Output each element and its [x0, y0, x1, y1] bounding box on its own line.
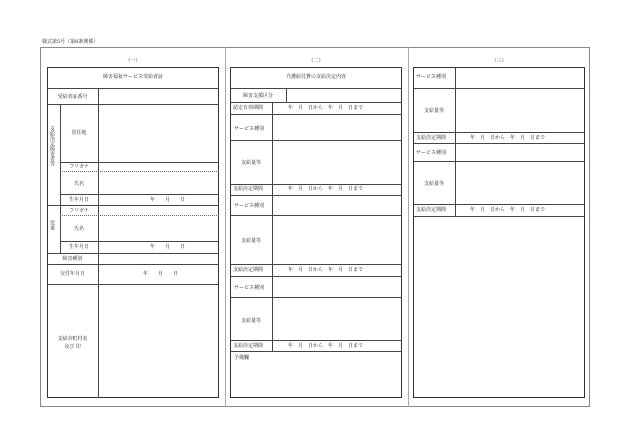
section-1-marker: （一） [125, 58, 141, 64]
municipality-seal-field[interactable] [99, 285, 218, 397]
s3-block1-amount-label: 支給量等 [423, 108, 444, 114]
s2-block3-amount-label: 支給量等 [240, 318, 261, 324]
furigana-label: フリガナ [69, 164, 89, 170]
child-name-label: 氏名 [73, 226, 84, 232]
s3-block1-service-field[interactable] [456, 68, 584, 87]
s3-block1-service-label: サービス種別 [416, 74, 447, 80]
section-1-title: 障害福祉サービス受給者証 [102, 74, 163, 80]
s2-block1-period-label: 支給決定期間 [233, 186, 264, 192]
form-number: 様式第5号（第6条関係） [42, 39, 99, 45]
municipality-label-1: 支給市町村名 [57, 336, 88, 342]
cert-period-value[interactable]: 年 月 日から 年 月 日まで [288, 105, 364, 111]
support-class-label: 障害支援区分 [242, 93, 273, 99]
cert-period-label: 認定有効期間 [233, 105, 264, 111]
s2-block2-service-field[interactable] [273, 196, 401, 214]
s2-block3-period-label: 支給決定期間 [233, 343, 264, 349]
child-name-field[interactable] [99, 216, 218, 240]
s3-block1-period-value[interactable]: 年 月 日から 年 月 日まで [470, 135, 546, 141]
s2-block2-service-label: サービス種別 [234, 203, 265, 209]
section-3-marker: （三） [491, 58, 507, 64]
s3-block1-amount-field[interactable] [456, 89, 584, 131]
name-field[interactable] [99, 172, 218, 194]
s2-block3-service-field[interactable] [273, 277, 401, 296]
support-class-field[interactable] [287, 89, 401, 101]
section-2-marker: （二） [308, 58, 324, 64]
notes-field[interactable] [231, 362, 401, 397]
s3-block2-service-label: サービス種別 [416, 150, 447, 156]
fold-line-1 [225, 47, 226, 407]
notes-label: 予備欄 [234, 355, 250, 361]
address-field[interactable] [99, 105, 218, 161]
s2-block3-service-label: サービス種別 [234, 285, 265, 291]
s2-block2-period-value[interactable]: 年 月 日から 年 月 日まで [288, 267, 364, 273]
recipient-no-label: 受給者証番号 [57, 94, 88, 100]
s2-block1-amount-field[interactable] [273, 141, 401, 183]
fold-line-2 [408, 47, 409, 407]
address-label: 居住地 [71, 130, 87, 136]
birth-label: 生年月日 [68, 197, 89, 203]
s2-block3-period-value[interactable]: 年 月 日から 年 月 日まで [288, 343, 364, 349]
recipient-no-field[interactable] [99, 89, 218, 104]
municipality-label-2: 及び 印 [64, 344, 81, 350]
s2-block2-period-label: 支給決定期間 [233, 267, 264, 273]
child-furigana-label: フリガナ [69, 208, 89, 214]
section-2-title: 介護給付費の支給決定内容 [285, 74, 346, 80]
s2-block2-amount-field[interactable] [273, 216, 401, 263]
child-group-label: 児童 [49, 220, 55, 230]
s2-block1-amount-label: 支給量等 [240, 160, 261, 166]
name-label: 氏名 [73, 181, 84, 187]
s3-block2-period-value[interactable]: 年 月 日から 年 月 日まで [470, 207, 546, 213]
s3-block2-service-field[interactable] [456, 144, 584, 160]
s3-block1-period-label: 支給決定期間 [416, 135, 447, 141]
s3-blank-area[interactable] [414, 217, 584, 397]
disability-type-label: 障害種別 [62, 256, 83, 262]
s2-block3-amount-field[interactable] [273, 298, 401, 339]
issue-date-label: 交付年月日 [59, 271, 85, 277]
s2-block1-service-label: サービス種別 [234, 126, 265, 132]
s3-block2-period-label: 支給決定期間 [416, 207, 447, 213]
decision-group-label: 支給決定障害者等 [49, 126, 55, 166]
s2-block1-service-field[interactable] [273, 115, 401, 139]
child-birth-label: 生年月日 [68, 244, 89, 250]
birth-date-placeholder[interactable]: 年 月 日 [150, 197, 186, 203]
s2-block2-amount-label: 支給量等 [240, 238, 261, 244]
s3-block2-amount-field[interactable] [456, 162, 584, 203]
child-birth-date-placeholder[interactable]: 年 月 日 [150, 244, 186, 250]
issue-date-placeholder[interactable]: 年 月 日 [143, 271, 179, 277]
s2-block1-period-value[interactable]: 年 月 日から 年 月 日まで [288, 186, 364, 192]
s3-block2-amount-label: 支給量等 [423, 181, 444, 187]
